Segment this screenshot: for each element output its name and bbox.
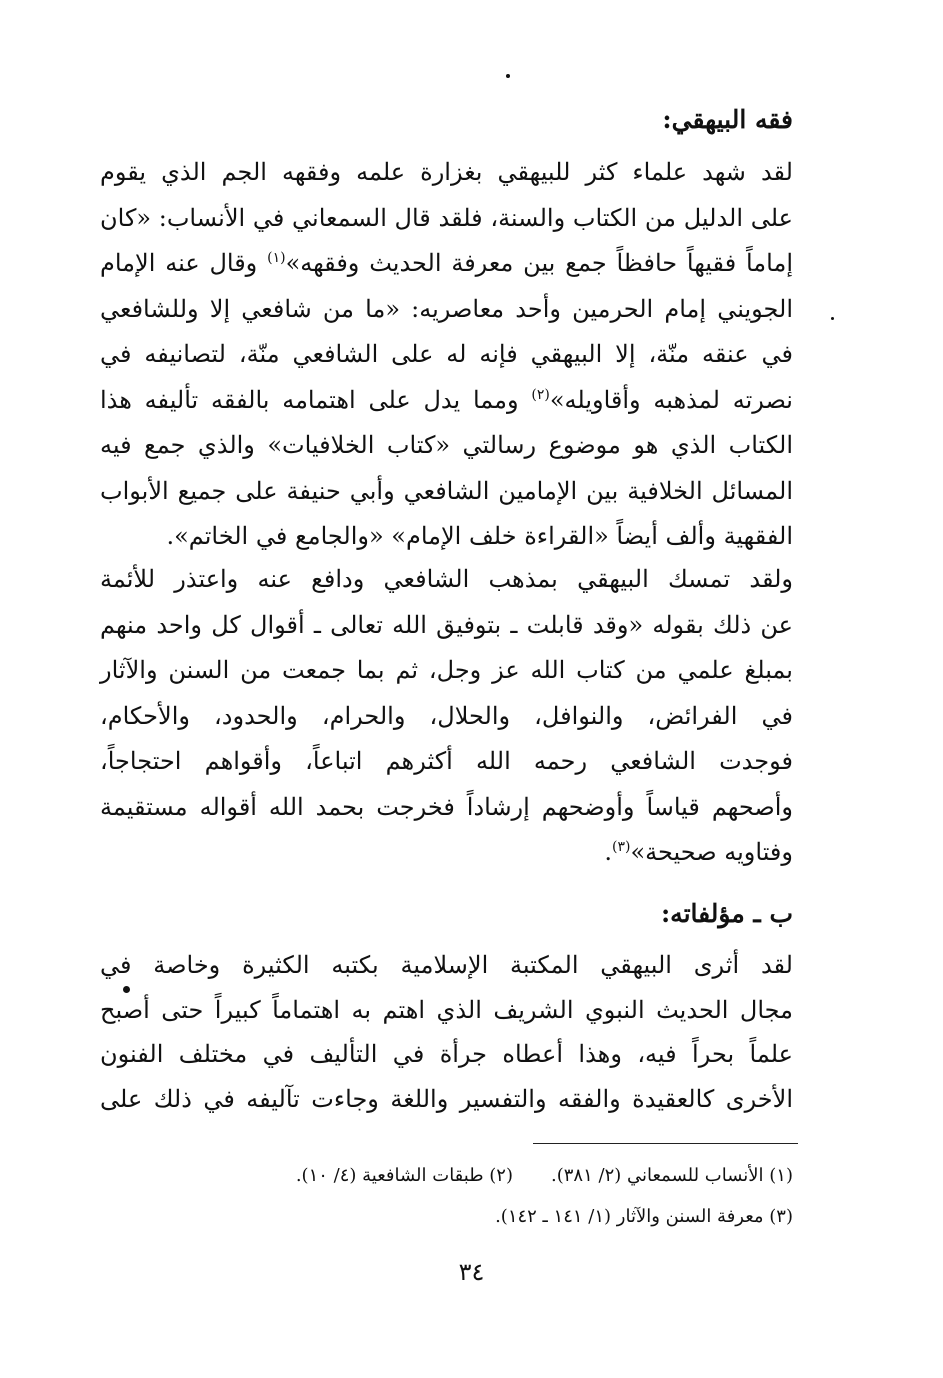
paragraph-madhhab [100,557,793,876]
footnote-ref-1[interactable]: (١) [267,250,286,266]
text-line: مجال الحديث النبوي الشريف الذي اهتم به اهتماماً كبيراً حتى أصبح [100,995,793,1024]
text-line: في الفرائض، والنوافل، والحلال، والحرام، والحدود، والأحكام، [100,701,793,730]
quote-text: وفتاويه صحيحة» [630,838,793,866]
footnote-ref-3[interactable]: (٣) [611,839,631,855]
text-continuation: وقال عنه الإمام [100,249,268,277]
text-line: المسائل الخلافية بين الإمامين الشافعي وأبي حنيفة على جميع الأبواب [100,476,793,505]
text-line: فوجدت الشافعي رحمه الله أكثرهم اتباعاً، وأقواهم احتجاجاً، [100,747,793,775]
text-line [100,378,793,424]
text-line: علماً بحراً فيه، وهذا أعطاه جرأة في التأليف في مختلف الفنون [100,1040,793,1068]
footnote-row [495,1202,793,1232]
section-heading-works: ب ـ مؤلفاته: [660,899,793,928]
text-line: في عنقه منّة، إلا البيهقي فإنه له على الشافعي منّة، لتصانيفه في [100,340,793,368]
text-line: بمبلغ علمي من كتاب الله عز وجل، ثم بما جمعت من السنن والآثار [100,656,793,684]
scan-speck [506,74,510,78]
text-line: الأخرى كالعقيدة والفقه والتفسير واللغة وجاءت تآليفه في ذلك على [100,1084,793,1113]
text-line: ولقد تمسك البيهقي بمذهب الشافعي ودافع عنه واعتذر للأئمة [100,565,793,593]
footnote-ref-2[interactable]: (٢) [531,386,550,403]
footnote-divider [533,1143,798,1144]
text-line [100,241,793,287]
text-line: الكتاب الذي هو موضوع رسالتي «كتاب الخلافيات» والذي جمع فيه [100,431,793,459]
footnote-3: (٣) معرفة السنن والآثار (١/ ١٤١ ـ ١٤٢). [495,1206,793,1227]
scan-speck [123,986,130,993]
footnote-row [296,1161,793,1191]
sentence-end: . [604,838,612,866]
page-number: ٣٤ [458,1258,485,1286]
text-line: وأصحهم قياساً وأوضحهم إرشاداً فخرجت بحمد الله أقواله مستقيمة [100,792,793,821]
text-line: على الدليل من الكتاب والسنة، فلقد قال السمعاني في الأنساب: «كان [100,203,793,232]
paragraph-works [100,943,793,1121]
quote-text: إماماً فقيهاً حافظاً جمع بين معرفة الحديث وفقهه» [285,249,793,277]
text-line: الجويني إمام الحرمين وأحد معاصريه: «ما من شافعي إلا وللشافعي [100,294,793,323]
text-line: لقد أثرى البيهقي المكتبة الإسلامية بكتبه الكثيرة وخاصة في [100,951,793,979]
quote-text: نصرته لمذهبه وأقاويله» [549,385,793,414]
paragraph-fiqh [100,150,793,560]
footnote-1: (١) الأنساب للسمعاني (٢/ ٣٨١). [551,1165,793,1186]
text-line: لقد شهد علماء كثر للبيهقي بغزارة علمه وفقهه الجم الذي يقوم [100,158,793,186]
footnote-2: (٢) طبقات الشافعية (٤/ ١٠). [295,1165,513,1186]
text-continuation: ومما يدل على اهتمامه بالفقه تأليفه هذا [100,385,532,414]
scan-speck [831,317,834,320]
text-line: عن ذلك بقوله «وقد قابلت ـ بتوفيق الله تعالى ـ أقوال كل واحد منهم [100,610,793,639]
text-line: الفقهية وألف أيضاً «القراءة خلف الإمام» «والجامع في الخاتم». [166,522,793,550]
section-heading-fiqh: فقه البيهقي: [662,105,793,134]
text-line [100,830,793,876]
